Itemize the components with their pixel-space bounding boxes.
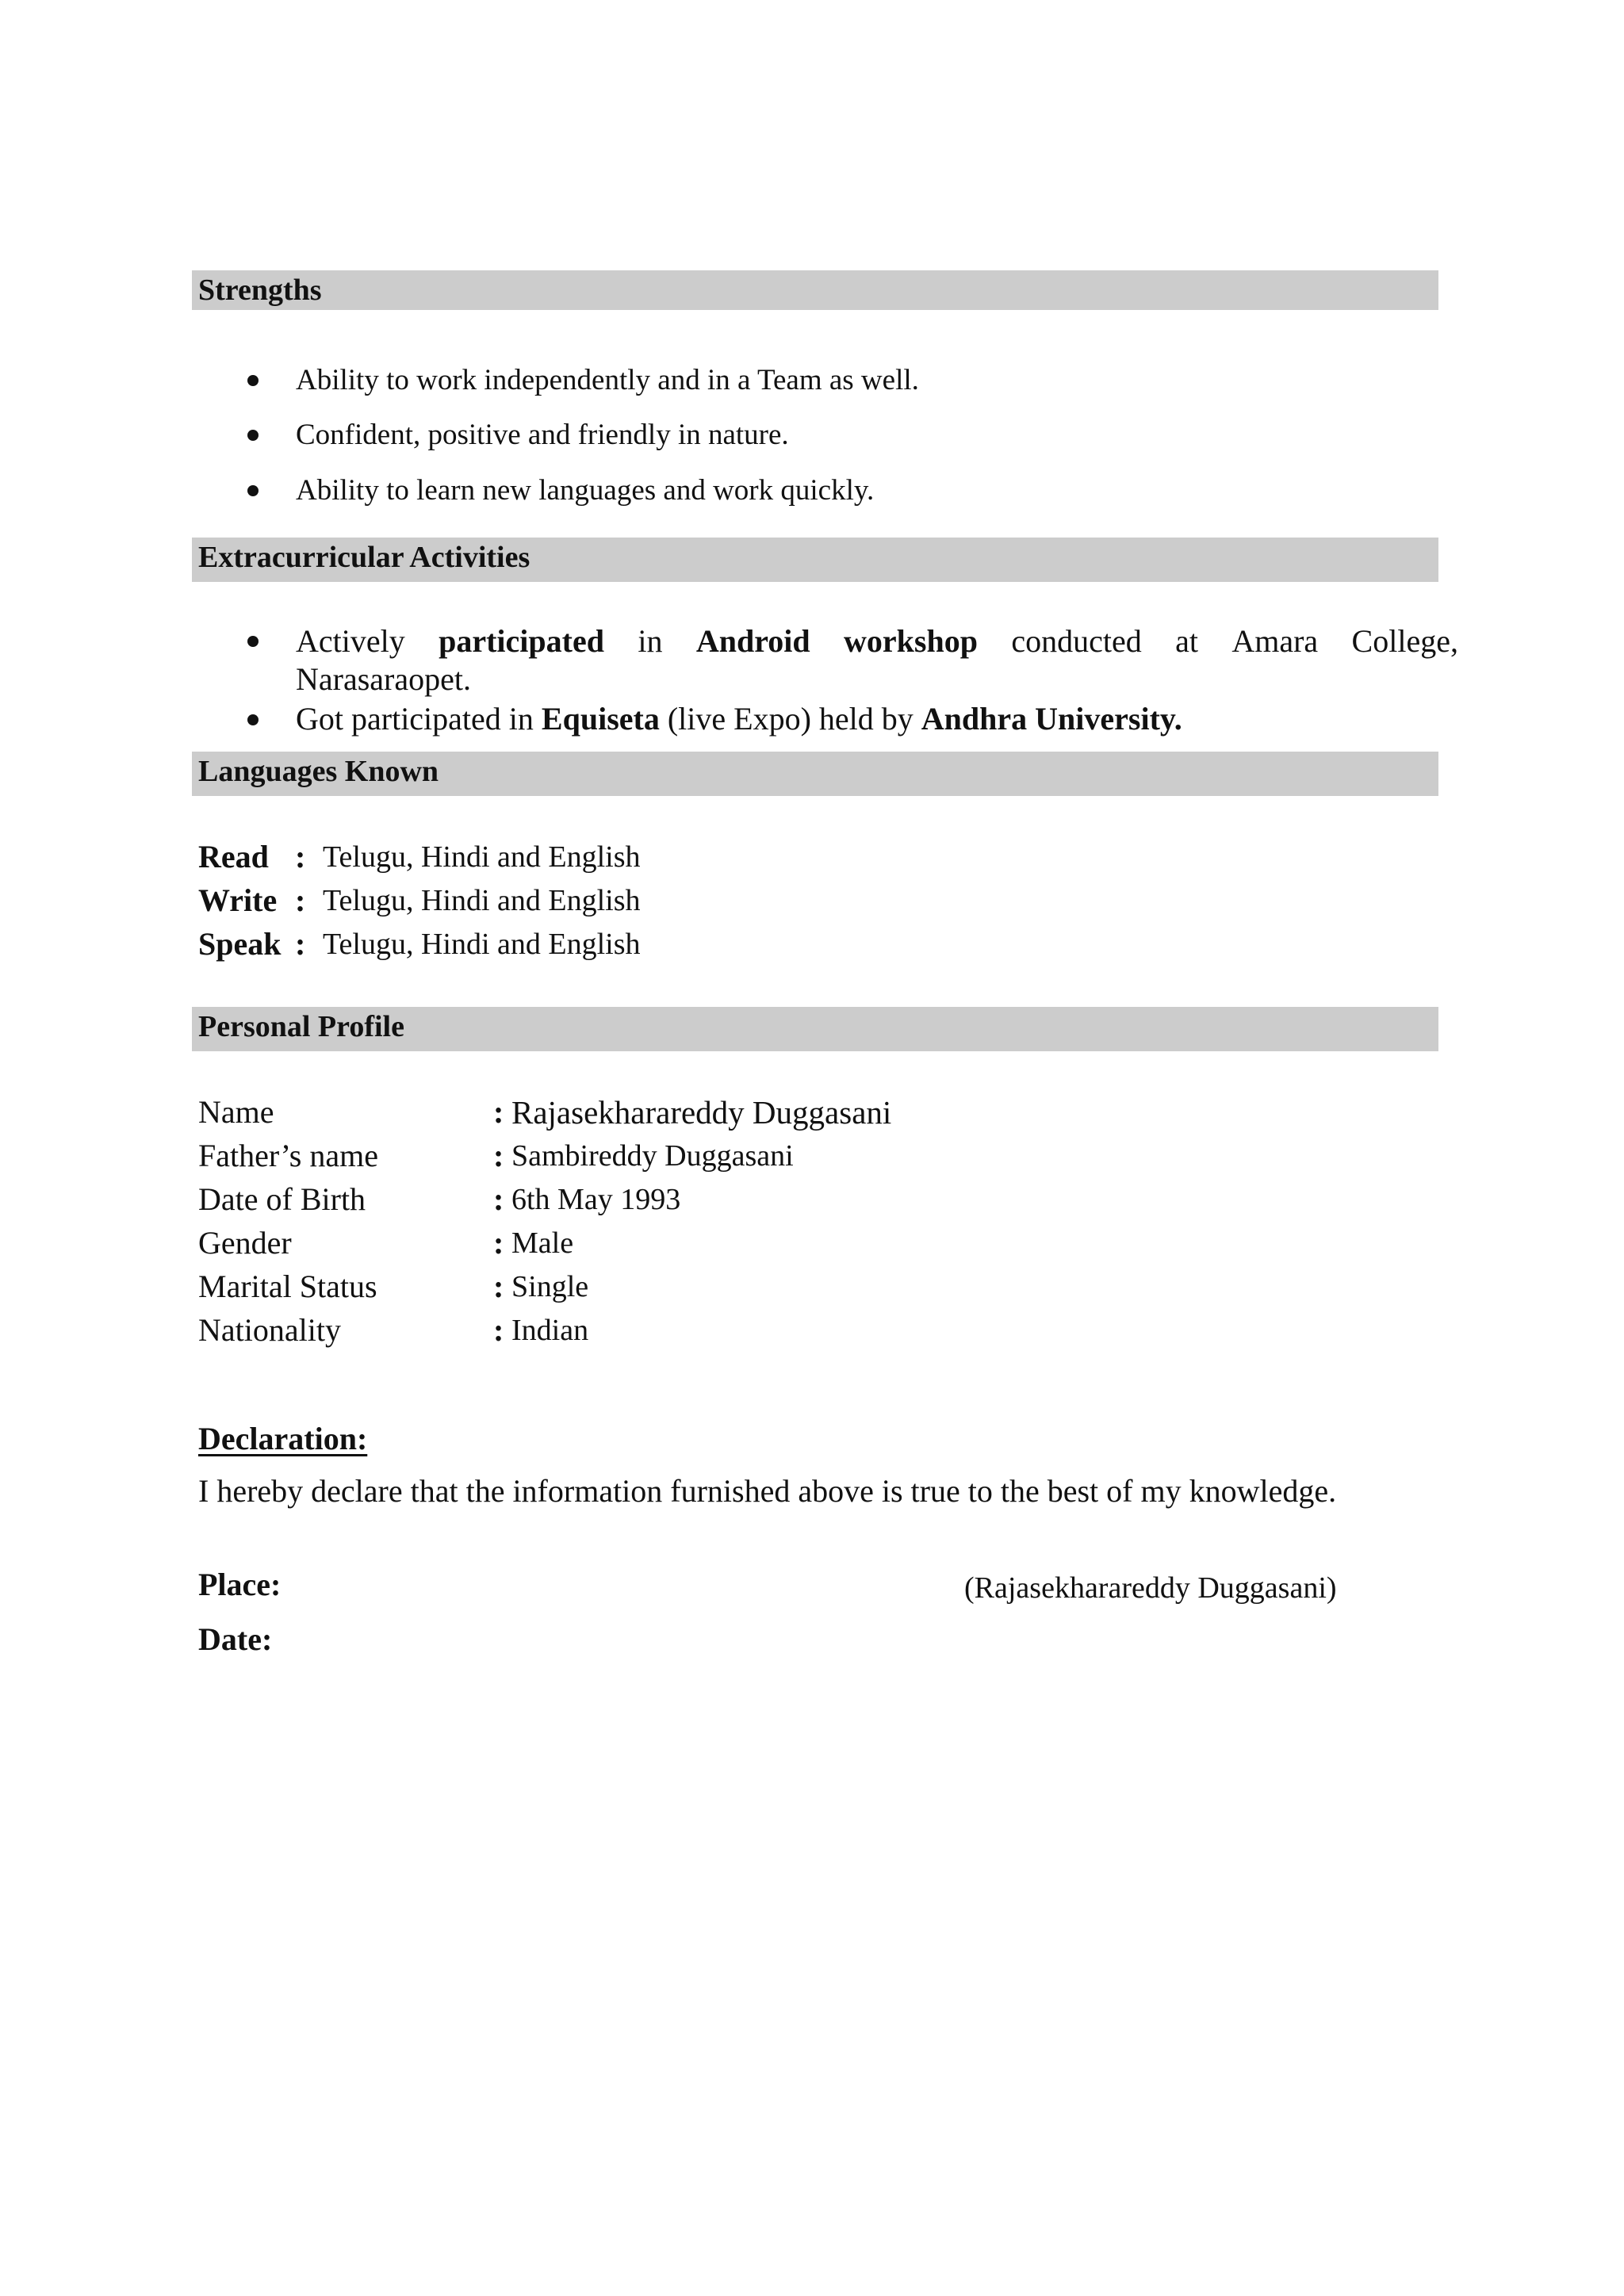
profile-heading: Personal Profile [198, 1010, 404, 1043]
colon: : [493, 1312, 504, 1348]
item-word-bold: workshop [844, 623, 978, 659]
language-skill-label: Read [198, 839, 269, 874]
profile-label: Father’s name [198, 1138, 378, 1173]
profile-label: Nationality [198, 1312, 341, 1348]
item-word: in [638, 623, 663, 659]
colon: : [493, 1181, 504, 1217]
item-word-bold: Android [695, 623, 810, 659]
list-item: Confident, positive and friendly in nature. [296, 419, 789, 451]
signature-name: (Rajasekharareddy Duggasani) [964, 1571, 1337, 1605]
item-text: Got participated in [296, 701, 542, 737]
bullet-icon [247, 375, 259, 386]
language-skill-label: Write [198, 882, 278, 918]
colon: : [493, 1269, 504, 1304]
profile-value: Sambireddy Duggasani [511, 1139, 794, 1173]
profile-label: Marital Status [198, 1269, 377, 1304]
item-word-bold: participated [439, 623, 604, 659]
profile-label: Gender [198, 1225, 292, 1261]
profile-value: Rajasekharareddy Duggasani [511, 1094, 892, 1131]
item-text-bold: Equiseta [541, 701, 660, 737]
list-item [296, 622, 1458, 660]
colon: : [493, 1225, 504, 1261]
declaration-text: I hereby declare that the information furnished above is true to the best of my knowledge. [198, 1473, 1337, 1509]
list-item-continuation: Narasaraopet. [296, 661, 471, 697]
language-skill-value: Telugu, Hindi and English [323, 884, 641, 917]
profile-value: Male [511, 1226, 574, 1260]
language-skill-value: Telugu, Hindi and English [323, 840, 641, 874]
profile-label: Date of Birth [198, 1181, 366, 1217]
item-word: College, [1351, 623, 1458, 659]
colon: : [295, 926, 306, 962]
item-text-bold: Andhra University. [921, 701, 1182, 737]
bullet-icon [247, 714, 259, 725]
item-word: at [1175, 623, 1198, 659]
strengths-heading: Strengths [198, 274, 322, 307]
declaration-heading: Declaration: [198, 1421, 368, 1456]
place-label: Place: [198, 1567, 282, 1602]
profile-value: 6th May 1993 [511, 1183, 681, 1216]
item-word: Amara [1231, 623, 1319, 659]
bullet-icon [247, 485, 259, 496]
list-item: Ability to learn new languages and work quickly. [296, 474, 875, 507]
profile-value: Single [511, 1270, 589, 1303]
bullet-icon [247, 430, 259, 441]
list-item [296, 701, 1182, 737]
bullet-icon [247, 636, 259, 647]
extracurricular-heading: Extracurricular Activities [198, 541, 530, 574]
language-skill-value: Telugu, Hindi and English [323, 928, 641, 961]
profile-label: Name [198, 1094, 274, 1130]
colon: : [493, 1094, 504, 1130]
colon: : [295, 839, 306, 874]
item-word: conducted [1011, 623, 1142, 659]
list-item: Ability to work independently and in a Team as well. [296, 364, 919, 396]
colon: : [493, 1138, 504, 1173]
colon: : [295, 882, 306, 918]
item-text: (live Expo) held by [659, 701, 921, 737]
language-skill-label: Speak [198, 926, 282, 962]
profile-value: Indian [511, 1314, 589, 1347]
languages-heading: Languages Known [198, 755, 439, 788]
strengths-header-bar [192, 270, 1438, 310]
date-label: Date: [198, 1621, 273, 1657]
item-word: Actively [296, 623, 405, 659]
